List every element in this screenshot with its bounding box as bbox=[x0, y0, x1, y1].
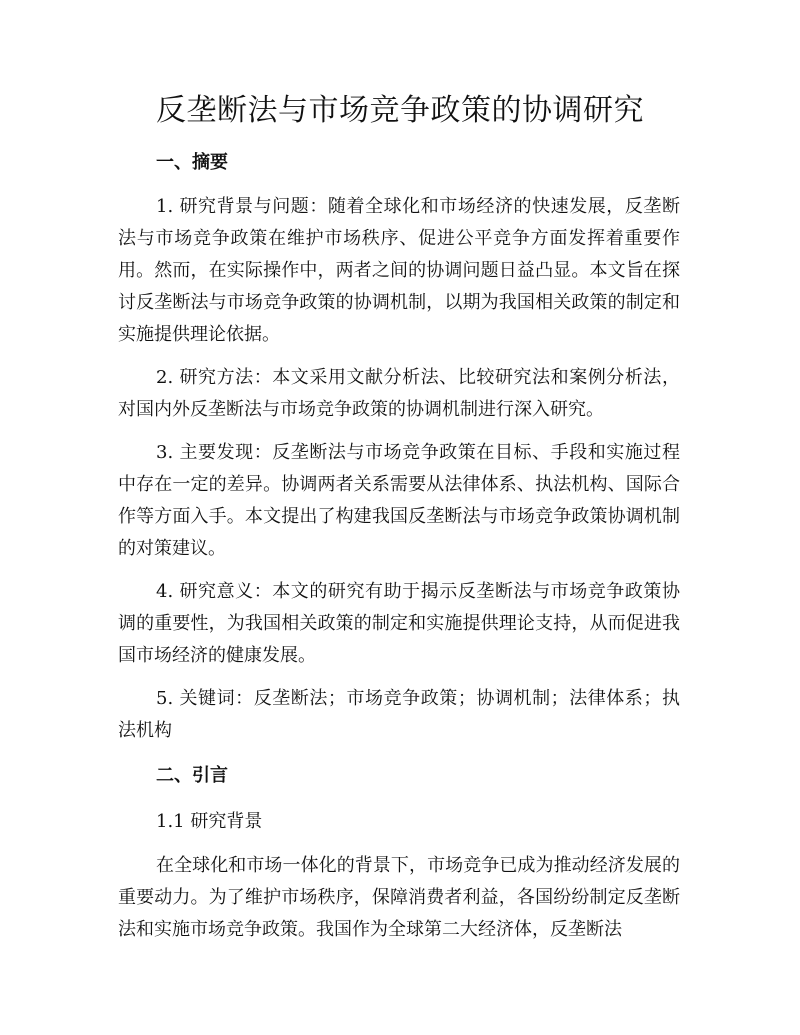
abstract-item-keywords: 5. 关键词：反垄断法；市场竞争政策；协调机制；法律体系；执法机构 bbox=[118, 688, 680, 741]
document-body bbox=[118, 140, 680, 952]
abstract-item-methods: 2. 研究方法：本文采用文献分析法、比较研究法和案例分析法，对国内外反垄断法与市场竞争政策的协调机制进行深入研究。 bbox=[118, 367, 680, 420]
section-heading-introduction: 二、引言 bbox=[156, 765, 228, 786]
abstract-item-background: 1. 研究背景与问题：随着全球化和市场经济的快速发展，反垄断法与市场竞争政策在维护市场秩序、促进公平竞争方面发挥着重要作用。然而，在实际操作中，两者之间的协调问题日益凸显。本文旨在探讨反垄断法与市场竞争政策的协调机制，以期为我国相关政策的制定和实施提供理论依据。 bbox=[118, 196, 680, 345]
abstract-item-findings: 3. 主要发现：反垄断法与市场竞争政策在目标、手段和实施过程中存在一定的差异。协调两者关系需要从法律体系、执法机构、国际合作等方面入手。本文提出了构建我国反垄断法与市场竞争政策协调机制的对策建议。 bbox=[118, 442, 680, 559]
abstract-item-significance: 4. 研究意义：本文的研究有助于揭示反垄断法与市场竞争政策协调的重要性，为我国相关政策的制定和实施提供理论支持，从而促进我国市场经济的健康发展。 bbox=[118, 581, 680, 666]
introduction-paragraph: 在全球化和市场一体化的背景下，市场竞争已成为推动经济发展的重要动力。为了维护市场秩序，保障消费者利益，各国纷纷制定反垄断法和实施市场竞争政策。我国作为全球第二大经济体，反垄断法 bbox=[118, 855, 680, 940]
section-heading-abstract: 一、摘要 bbox=[156, 152, 228, 173]
document-title: 反垄断法与市场竞争政策的协调研究 bbox=[156, 93, 644, 128]
subsection-heading-research-background: 1.1 研究背景 bbox=[156, 811, 263, 832]
